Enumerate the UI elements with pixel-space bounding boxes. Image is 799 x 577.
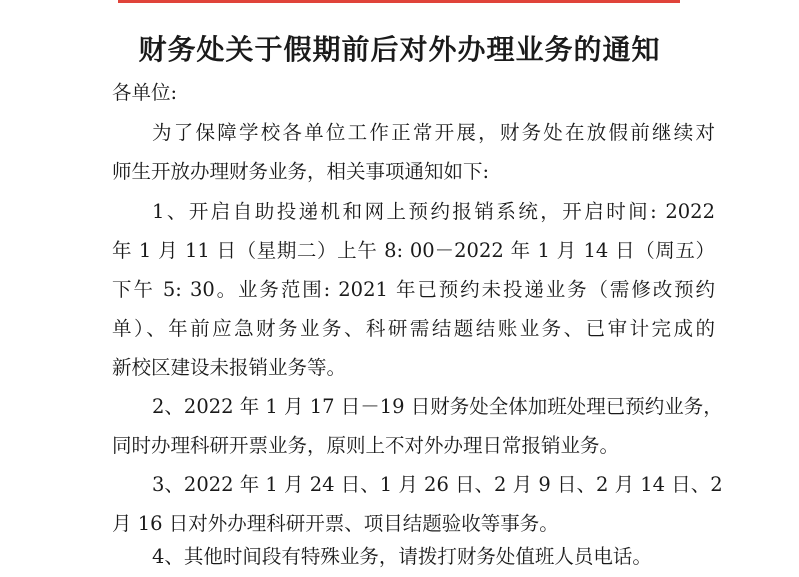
- salutation: 各单位:: [112, 81, 178, 104]
- paragraph-line-item4-1: 4、其他时间段有特殊业务，请拨打财务处值班人员电话。: [152, 545, 652, 568]
- paragraph-line-item2-2: 同时办理科研开票业务，原则上不对外办理日常报销业务。: [112, 434, 620, 457]
- paragraph-line-item2-1: 2、2022 年 1 月 17 日－19 日财务处全体加班处理已预约业务，: [152, 395, 723, 418]
- paragraph-line-intro-2: 师生开放办理财务业务，相关事项通知如下:: [112, 160, 490, 183]
- paragraph-line-intro-1: 为了保障学校各单位工作正常开展，财务处在放假前继续对: [152, 121, 715, 144]
- paragraph-line-item1-2: 年 1 月 11 日（星期二）上午 8: 00－2022 年 1 月 14 日（周五）: [112, 239, 715, 262]
- paragraph-line-item3-2: 月 16 日对外办理科研开票、项目结题验收等事务。: [112, 512, 559, 535]
- paragraph-line-item1-5: 新校区建设未报销业务等。: [112, 356, 347, 379]
- paragraph-line-item1-1: 1、开启自助投递机和网上预约报销系统，开启时间: 2022: [152, 200, 715, 223]
- paragraph-line-item1-4: 单）、年前应急财务业务、科研需结题结账业务、已审计完成的: [112, 317, 715, 340]
- red-header-rule: [118, 0, 680, 3]
- paragraph-line-item3-1: 3、2022 年 1 月 24 日、1 月 26 日、2 月 9 日、2 月 14 日、2: [152, 473, 723, 496]
- document-title: 财务处关于假期前后对外办理业务的通知: [138, 33, 661, 66]
- paragraph-line-item1-3: 下午 5: 30。业务范围: 2021 年已预约未投递业务（需修改预约: [112, 278, 715, 301]
